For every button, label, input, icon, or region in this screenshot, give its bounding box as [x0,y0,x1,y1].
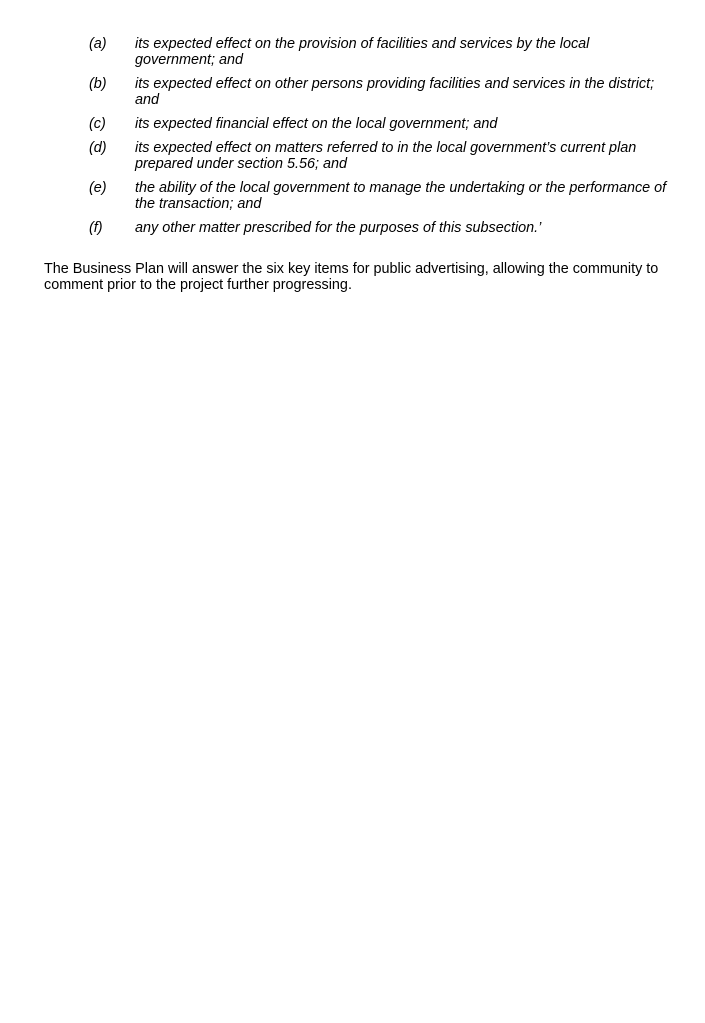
list-item [89,140,669,172]
list-item-label: (c) [89,116,106,132]
list-item-label: (d) [89,140,107,156]
list-item [89,116,669,132]
list-item-text: any other matter prescribed for the purposes of this subsection.’ [135,220,542,236]
list-item-text: the ability of the local government to manage the undertaking or the performance of the transaction; and [135,180,667,212]
list-item-text: its expected effect on matters referred to in the local government’s current plan prepared under section 5.56; and [135,140,637,172]
list-item [89,220,669,236]
list-item-label: (b) [89,76,107,92]
list-item-text: its expected effect on other persons providing facilities and services in the district; and [135,76,655,108]
body-paragraph: The Business Plan will answer the six key items for public advertising, allowing the community to comment prior to the project further progressing. [44,261,659,293]
list-item-label: (a) [89,36,107,52]
criteria-list [89,36,669,244]
list-item-label: (f) [89,220,103,236]
list-item-text: its expected effect on the provision of facilities and services by the local government; and [135,36,590,68]
list-item-text: its expected financial effect on the local government; and [135,116,498,132]
list-item [89,36,669,68]
list-item [89,180,669,212]
list-item-label: (e) [89,180,107,196]
list-item [89,76,669,108]
